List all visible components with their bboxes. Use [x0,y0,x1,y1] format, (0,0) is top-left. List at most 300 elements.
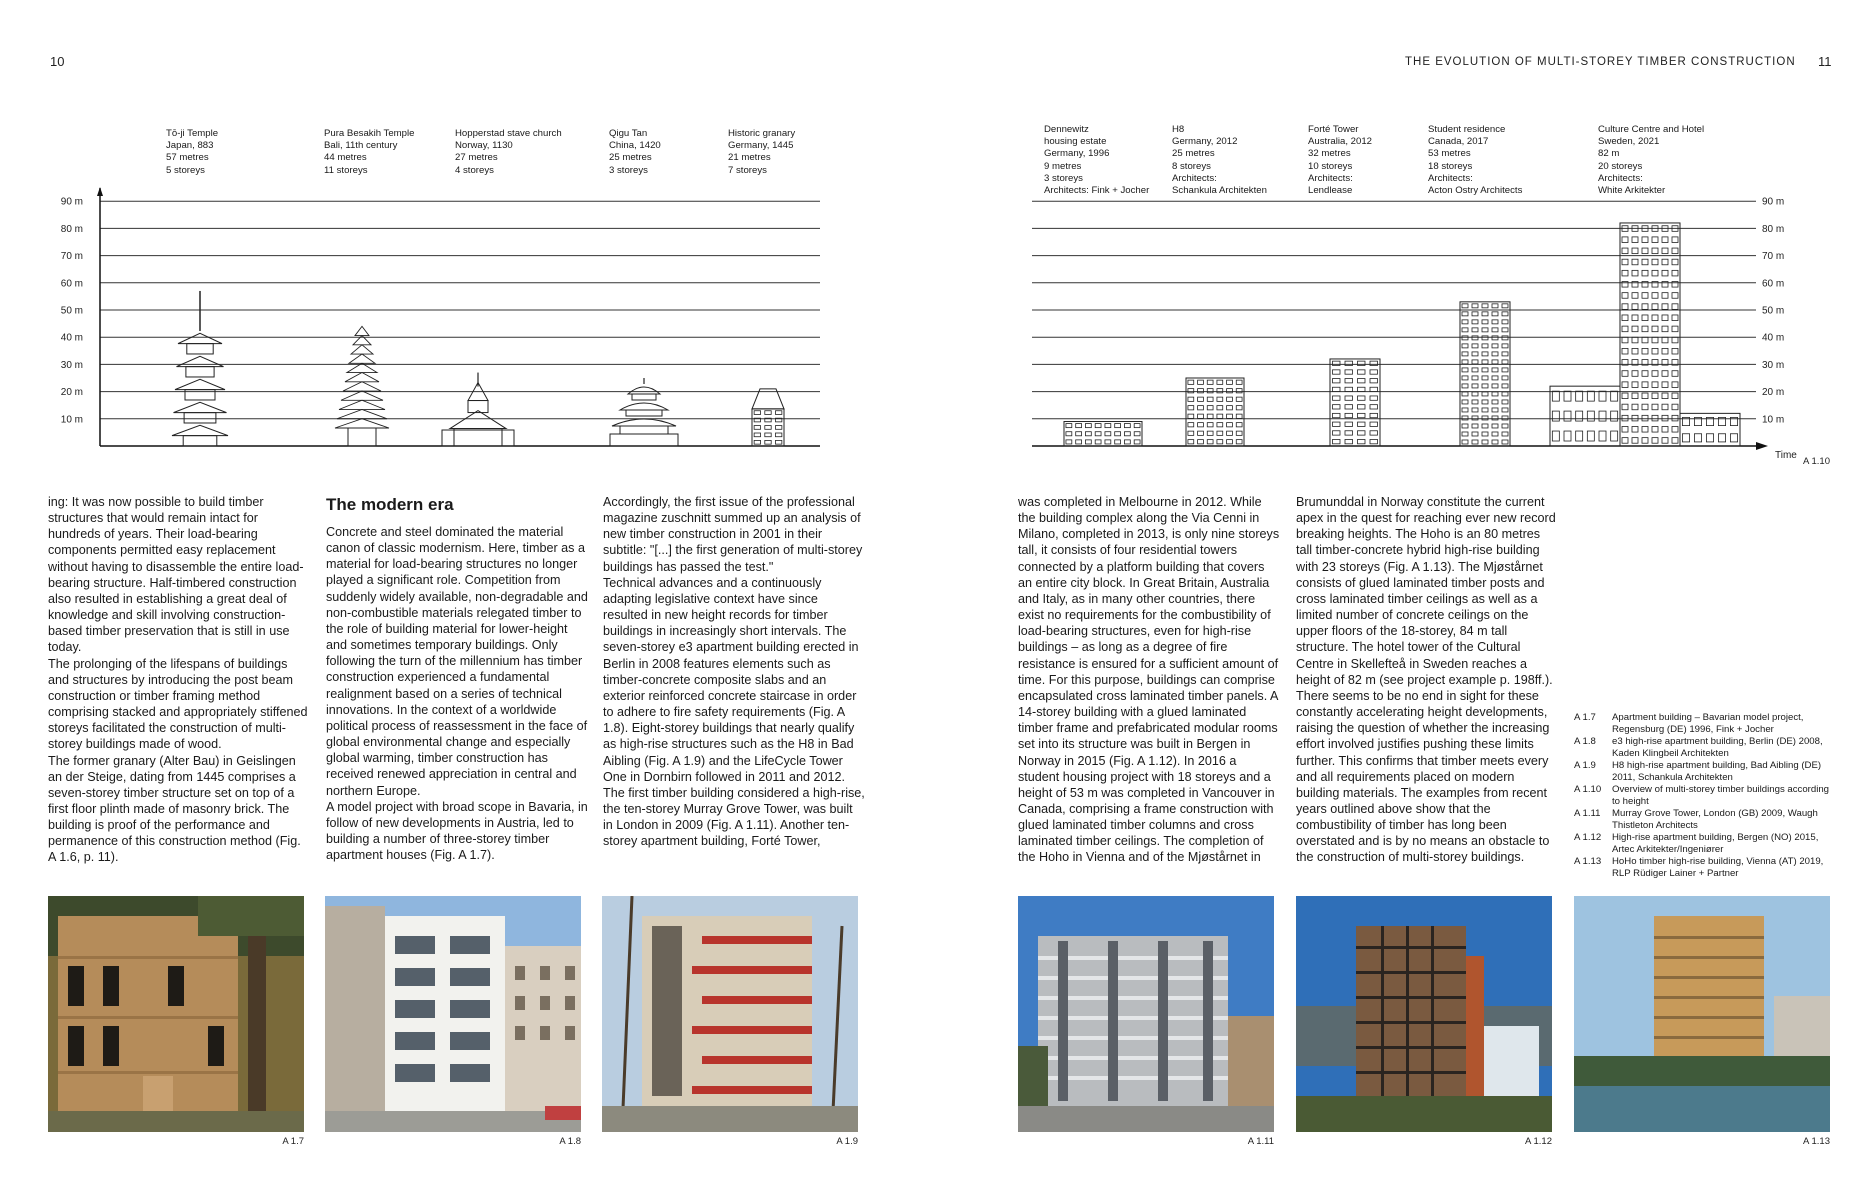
window [1502,344,1508,348]
y-tick-label: 10 m [60,414,83,426]
window [1217,423,1223,427]
photo-a1-7 [48,896,304,1132]
window [1632,259,1638,265]
window [1662,393,1668,399]
window [1236,380,1242,384]
window [1492,416,1498,420]
window [1622,438,1628,444]
y-tick-label: 40 m [60,332,83,344]
window [1095,424,1101,428]
window [1622,304,1628,310]
drum [632,394,656,400]
window [1632,415,1638,421]
window [1462,352,1468,356]
window [1482,336,1488,340]
window [1236,397,1242,401]
window [1652,293,1658,299]
window [1652,438,1658,444]
window [754,411,760,415]
window [1622,293,1628,299]
window [1632,315,1638,321]
window [1672,304,1678,310]
window [1662,438,1668,444]
roof [341,391,383,400]
window [1472,328,1478,332]
h8-building-image [602,896,858,1132]
window [1472,400,1478,404]
window [1462,304,1468,308]
window [1632,270,1638,276]
caption-item [1574,808,1836,832]
window [1207,423,1213,427]
window [1345,413,1353,417]
window [1662,270,1668,276]
window [1622,259,1628,265]
window [1370,405,1378,409]
window [1370,439,1378,443]
chart-left-label-1: Tō-ji Temple Japan, 883 57 metres 5 storeys [166,128,219,176]
caption-id: A 1.8 [1574,736,1596,747]
window [1502,320,1508,324]
window [1370,413,1378,417]
window [1124,440,1130,444]
y-tick-label: 90 m [1762,196,1785,208]
window [1730,434,1737,442]
window [1095,432,1101,436]
y-tick-label: 50 m [60,305,83,317]
timber-building-image [48,896,304,1132]
window [1492,304,1498,308]
window [1462,312,1468,316]
caption-item [1574,784,1836,808]
window [1682,434,1689,442]
chart-left-label-3: Hopperstad stave church Norway, 1130 27 metres 4 storeys [455,128,562,176]
page-number-left: 10 [50,54,65,69]
window [1502,368,1508,372]
window [1576,411,1583,421]
granary [752,389,784,446]
window [1642,248,1648,254]
window [1198,431,1204,435]
window [1207,414,1213,418]
window [1642,415,1648,421]
caption-item [1574,712,1836,736]
window [1482,440,1488,444]
drum [626,410,662,416]
building-outline [1330,359,1380,446]
text-column-4 [1018,494,1280,866]
window [1622,382,1628,388]
bergen-treet-image [1296,896,1552,1132]
window [1502,336,1508,340]
window [1492,336,1498,340]
window [1482,352,1488,356]
window [1482,360,1488,364]
chart-left-label-5: Historic granary Germany, 1445 21 metres 7 storeys [728,128,796,176]
building-outline [1620,223,1680,446]
caption-id: A 1.9 [1574,760,1596,771]
paragraph: was completed in Melbourne in 2012. While the building complex along the Via Cenni in Milano, completed in 2013, is only nine storeys tall, it consists of four residential towers connected by a platform building that covers an entire city block. In Great Britain, Australia and Italy, as in many other countries, there exist no requirements for the combustibility of load-bearing structures, even for high-rise buildings – as long as a degree of fire resistance is ensured for a sufficient amount of time. For this purpose, buildings can comprise encapsulated cross laminated timber panels. A 14-storey building with a glued laminated timber frame and prefabricated modular rooms set into its structure was built in Bergen in Norway in 2015 (Fig. A 1.12). In 2016 a student housing project with 18 storeys and a height of 53 m was completed in Vancouver in Canada, comprising a frame construction with glued laminated timber columns and cross laminated timber ceilings. The completion of the Hoho in Vienna and of the Mjøstårnet in [1018,495,1280,865]
window [1642,438,1648,444]
window [754,433,760,437]
figure-tag-a1-11: A 1.11 [1247,1136,1274,1147]
window [1672,315,1678,321]
roof [177,356,224,366]
window [1207,406,1213,410]
window [1333,405,1341,409]
window [1552,431,1559,441]
window [1502,400,1508,404]
window [1492,408,1498,412]
caption-id: A 1.13 [1574,856,1602,867]
chart-right-label-1: Dennewitz housing estate Germany, 1996 9 metres 3 storeys Architects: Fink + Jocher [1044,124,1150,197]
modern-building-2 [1186,378,1244,446]
window [1502,376,1508,380]
chart-right-label-3: Forté Tower Australia, 2012 32 metres 10 storeys Architects: Lendlease [1308,124,1372,197]
window [1370,422,1378,426]
window [1370,431,1378,435]
roof [620,403,668,410]
window [1564,431,1571,441]
window [1622,270,1628,276]
window [1672,326,1678,332]
y-tick-label: 60 m [1762,278,1785,290]
photo-a1-12 [1296,896,1552,1132]
window [1492,432,1498,436]
window [1492,352,1498,356]
window [1472,432,1478,436]
window [1502,328,1508,332]
window [1642,315,1648,321]
window [765,440,771,444]
window [754,440,760,444]
window [1492,320,1498,324]
window [1652,259,1658,265]
photo-a1-9 [602,896,858,1132]
caption-id: A 1.7 [1574,712,1596,723]
window [1502,304,1508,308]
window [1207,431,1213,435]
window [1672,404,1678,410]
window [1345,370,1353,374]
window [1358,370,1366,374]
window [1472,416,1478,420]
window [1622,415,1628,421]
running-title: THE EVOLUTION OF MULTI-STOREY TIMBER CONSTRUCTION [1405,56,1796,68]
height-chart-svg [0,0,1859,480]
modern-building-1 [1064,422,1142,446]
window [1188,406,1194,410]
modern-building-3 [1330,359,1380,446]
paragraph: Concrete and steel dominated the material canon of classic modernism. Here, timber as a material for load-bearing structures no longer played a significant role. Competition from suddenly widely available, non-degradable and non-combustible materials relegated timber to the role of building material for lower-height and sometimes temporary buildings. Only following the turn of the millennium has timber construction experienced a fundamental realignment based on a series of technical innovations. In the context of a worldwide political process of reassessment in the face of global environmental change and especially global warming, timber construction has received renewed appreciation in central and northern Europe. [326,525,588,798]
caption-text: HoHo timber high-rise building, Vienna (AT) 2019, RLP Rüdiger Lainer + Partner [1612,856,1824,879]
paragraph: The former granary (Alter Bau) in Geislingen an der Steige, dating from 1445 comprises a seven-storey timber structure set on top of a first floor plinth made of masonry brick. The building is proof of the performance and permanence of this construction method (Fig. A 1.6, p. 11). [48,753,301,865]
window [1502,384,1508,388]
text-column-1 [48,494,310,866]
window [1552,411,1559,421]
hall [620,426,668,434]
window [1198,423,1204,427]
window [1576,391,1583,401]
window [1227,431,1233,435]
window [1358,431,1366,435]
window [1066,440,1072,444]
storey [187,344,213,354]
window [1611,431,1618,441]
window [1632,248,1638,254]
window [775,411,781,415]
window [1502,416,1508,420]
roof [349,354,375,363]
window [1462,408,1468,412]
modern-building-5 [1620,223,1680,446]
window [1502,360,1508,364]
window [1472,352,1478,356]
window [1085,424,1091,428]
window [1672,270,1678,276]
window [1672,348,1678,354]
window [1482,416,1488,420]
window [1622,348,1628,354]
window [1085,432,1091,436]
caption-item [1574,832,1836,856]
window [1482,384,1488,388]
window [1652,315,1658,321]
window [1462,384,1468,388]
window [1370,370,1378,374]
chart-left-label-4: Qigu Tan China, 1420 25 metres 3 storeys [609,128,661,176]
window [1632,348,1638,354]
window [1718,434,1725,442]
window [1370,387,1378,391]
window [1622,337,1628,343]
window [1672,415,1678,421]
window [1611,391,1618,401]
window [1462,344,1468,348]
window [1198,389,1204,393]
window [1492,392,1498,396]
figure-tag-a1-12: A 1.12 [1525,1136,1552,1147]
window [1227,380,1233,384]
window [1472,392,1478,396]
window [1622,393,1628,399]
window [1358,396,1366,400]
window [1672,382,1678,388]
window [1662,304,1668,310]
photo-a1-13 [1574,896,1830,1132]
window [1217,406,1223,410]
window [1662,259,1668,265]
window [1587,431,1594,441]
window [1642,348,1648,354]
qigu-tan [610,378,678,446]
window [1333,396,1341,400]
y-tick-label: 90 m [60,196,83,208]
roof [175,379,225,389]
window [1462,392,1468,396]
window [1652,426,1658,432]
window [1345,405,1353,409]
window [1576,431,1583,441]
window [1652,237,1658,243]
window [1652,393,1658,399]
window [1227,389,1233,393]
window [1358,422,1366,426]
window [1502,312,1508,316]
window [1462,400,1468,404]
window [1652,326,1658,332]
chart-right-label-5: Culture Centre and Hotel Sweden, 2021 82 m 20 storeys Architects: White Arkitekter [1598,124,1705,197]
window [1115,424,1121,428]
caption-list [1574,712,1836,880]
paragraph: The prolonging of the lifespans of buildings and structures by introducing the post beam construction or timber framing method comprising stacked and appropriately stiffened storeys facilitated the construction of multi-storey buildings made of wood. [48,656,308,752]
window [1217,414,1223,418]
y-tick-label: 30 m [1762,359,1785,371]
window [1662,315,1668,321]
window [1227,440,1233,444]
text-column-5 [1296,494,1558,866]
caption-text: e3 high-rise apartment building, Berlin (DE) 2008, Kaden Klingbeil Architekten [1612,736,1823,759]
culture-centre-podium [1550,386,1740,446]
window [1358,405,1366,409]
window [1482,432,1488,436]
paragraph: A model project with broad scope in Bavaria, in follow of new developments in Austria, led to building a number of three-storey timber apartment houses (Fig. A 1.7). [326,799,588,863]
window [1482,304,1488,308]
window [1632,438,1638,444]
window [1492,424,1498,428]
figure-tag-a1-9: A 1.9 [836,1136,858,1147]
podium-right [1680,413,1740,446]
window [1333,387,1341,391]
nave [454,429,502,446]
window [1622,404,1628,410]
window [1345,387,1353,391]
window [1227,406,1233,410]
window [1622,248,1628,254]
window [1552,391,1559,401]
window [1482,312,1488,316]
window [1462,336,1468,340]
roof [335,419,389,428]
window [1462,368,1468,372]
chart-left-label-2: Pura Besakih Temple Bali, 11th century 44 metres 11 storeys [324,128,415,176]
window [1236,414,1242,418]
caption-text: H8 high-rise apartment building, Bad Aibling (DE) 2011, Schankula Architekten [1612,760,1822,783]
window [1217,389,1223,393]
figure-tag-a1-13: A 1.13 [1803,1136,1830,1147]
window [1564,411,1571,421]
window [1358,439,1366,443]
roof [174,402,227,412]
window [1198,406,1204,410]
window [1188,414,1194,418]
caption-item [1574,760,1836,784]
window [1076,424,1082,428]
building-outline [1186,378,1244,446]
window [775,426,781,430]
window [1492,400,1498,404]
window [1198,397,1204,401]
window [1587,391,1594,401]
window [1198,414,1204,418]
modern-building-4 [1460,302,1510,446]
window [1672,371,1678,377]
window [1482,424,1488,428]
window [1622,426,1628,432]
window [1662,248,1668,254]
roof [178,333,222,343]
window [765,411,771,415]
window [1502,424,1508,428]
window [1227,397,1233,401]
window [1207,397,1213,401]
window [775,440,781,444]
storey [183,436,217,446]
window [1599,411,1606,421]
roof [351,345,373,354]
paragraph: ing: It was now possible to build timber structures that would remain intact for hundreds of years. Their load-bearing components permitted easy replacement without having to disassemble the entire load-bearing structure. Half-timbered construction also resulted in establishing a great deal of knowledge and skill involving construction-based timber preservation that is still in use today. [48,495,304,655]
window [1642,304,1648,310]
window [1662,371,1668,377]
window [1472,304,1478,308]
paragraph: Brumunddal in Norway constitute the current apex in the quest for reaching ever new record breaking heights. The Hoho is an 80 metres tall timber-concrete hybrid high-rise building with 23 storeys (Fig. A 1.13). The Mjøstårnet consists of glued laminated timber posts and cross laminated timber ceilings as well as a limited number of concrete ceilings on the upper floors of the 18-storey, 84 m tall structure. The hotel tower of the Cultural Centre in Skellefteå in Sweden reaches a height of 82 m (see project example p. 198ff.). [1296,495,1556,687]
window [1462,360,1468,364]
window [1236,423,1242,427]
window [1066,424,1072,428]
window [1622,237,1628,243]
window [1115,440,1121,444]
gallery [442,430,514,446]
window [1706,434,1713,442]
window [1502,408,1508,412]
window [1599,391,1606,401]
window [1652,415,1658,421]
window [1333,439,1341,443]
y-tick-label: 30 m [60,359,83,371]
roof [343,382,381,391]
window [1462,432,1468,436]
window [1105,440,1111,444]
window [1642,426,1648,432]
window [765,426,771,430]
window [1345,431,1353,435]
roof [612,419,676,426]
chart-right [1032,197,1797,461]
window [1482,392,1488,396]
window [1076,432,1082,436]
window [1662,326,1668,332]
window [1642,404,1648,410]
window [1472,424,1478,428]
window [1632,337,1638,343]
window [1188,431,1194,435]
window [1124,432,1130,436]
window [1492,440,1498,444]
window [1462,416,1468,420]
window [1482,344,1488,348]
window [1622,371,1628,377]
window [1105,424,1111,428]
caption-item [1574,856,1836,880]
window [1358,379,1366,383]
y-tick-label: 40 m [1762,332,1785,344]
window [1207,389,1213,393]
paragraph: Technical advances and a continuously adapting legislative context have since resulted in new height records for timber buildings in increasingly short intervals. The seven-storey e3 apartment building erected in Berlin in 2008 features elements such as timber-concrete composite slabs and an exterior reinforced concrete staircase in order to adhere to fire safety requirements (Fig. A 1.8). Eight-storey buildings that nearly qualify as high-rise structures such as the H8 in Bad Aibling (Fig. A 1.9) and the LifeCycle Tower One in Dornbirn followed in 2011 and 2012. The first timber building considered a high-rise, the ten-storey Murray Grove Tower, was built in London in 2009 (Fig. A 1.11). Another ten-storey apartment building, Forté Tower, [603,575,865,849]
window [1472,360,1478,364]
window [1188,440,1194,444]
y-tick-label: 60 m [60,278,83,290]
window [1482,400,1488,404]
